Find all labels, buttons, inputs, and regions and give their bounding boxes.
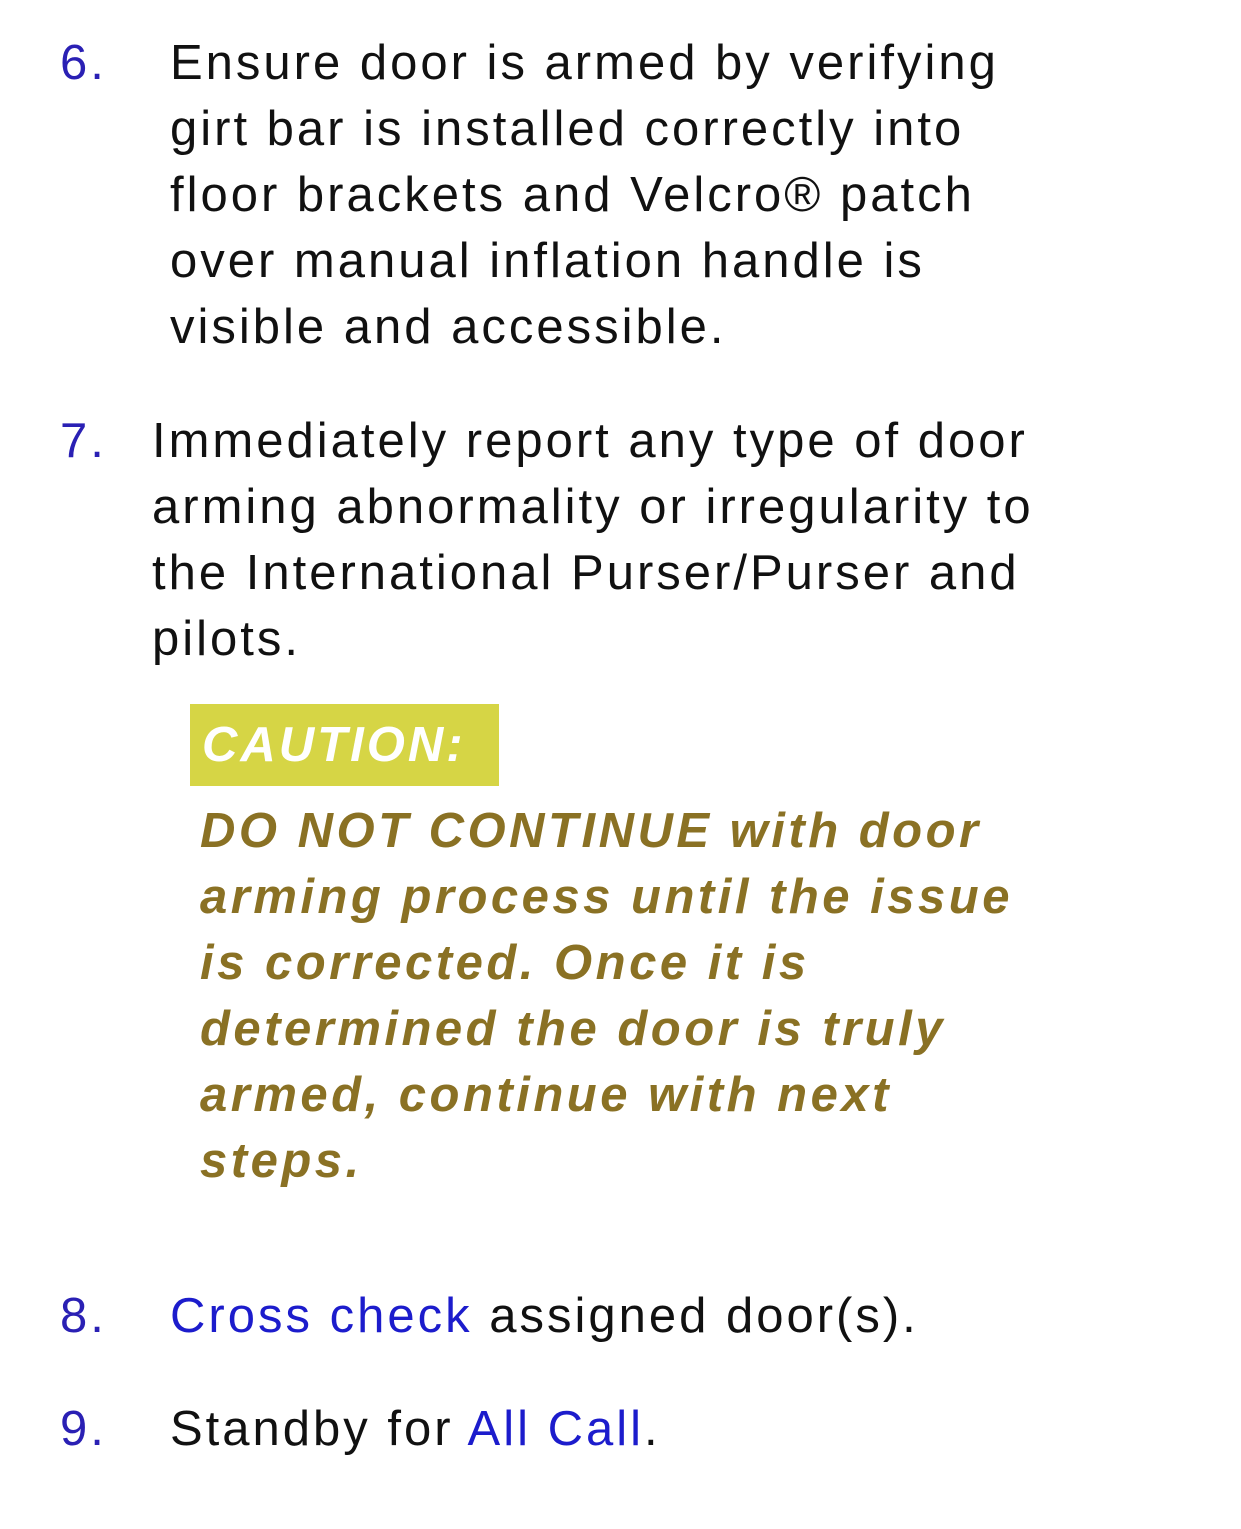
- step-number: 8.: [60, 1289, 107, 1343]
- step-number: 9.: [60, 1402, 107, 1456]
- cross-check-link[interactable]: Cross check: [170, 1289, 473, 1343]
- caution-badge: [190, 704, 499, 786]
- step-line: the International Purser/Purser and: [152, 546, 1020, 600]
- caution-line: DO NOT CONTINUE with door: [200, 804, 982, 858]
- all-call-link[interactable]: All Call: [467, 1402, 644, 1456]
- step-line: visible and accessible.: [170, 300, 727, 354]
- step-text-suffix: .: [644, 1402, 661, 1456]
- step-line: Ensure door is armed by verifying: [170, 36, 999, 90]
- caution-line: armed, continue with next: [200, 1068, 892, 1122]
- step-number: 7.: [60, 414, 107, 468]
- step-text-rest: assigned door(s).: [472, 1289, 919, 1343]
- caution-label: CAUTION:: [202, 718, 466, 772]
- step-line: arming abnormality or irregularity to: [152, 480, 1034, 534]
- step-text: [170, 1283, 919, 1349]
- caution-text: [200, 798, 1013, 1194]
- step-number: 6.: [60, 36, 107, 90]
- caution-line: is corrected. Once it is: [200, 936, 810, 990]
- step-line: girt bar is installed correctly into: [170, 102, 965, 156]
- step-text: [170, 30, 999, 360]
- step-text: [170, 1396, 661, 1462]
- step-text-prefix: Standby for: [170, 1402, 468, 1456]
- step-line: Immediately report any type of door: [152, 414, 1028, 468]
- step-line: over manual inflation handle is: [170, 234, 925, 288]
- caution-line: arming process until the issue: [200, 870, 1013, 924]
- caution-line: determined the door is truly: [200, 1002, 946, 1056]
- step-line: floor brackets and Velcro® patch: [170, 168, 975, 222]
- caution-line: steps.: [200, 1134, 363, 1188]
- step-text: [152, 408, 1034, 672]
- step-line: pilots.: [152, 612, 302, 666]
